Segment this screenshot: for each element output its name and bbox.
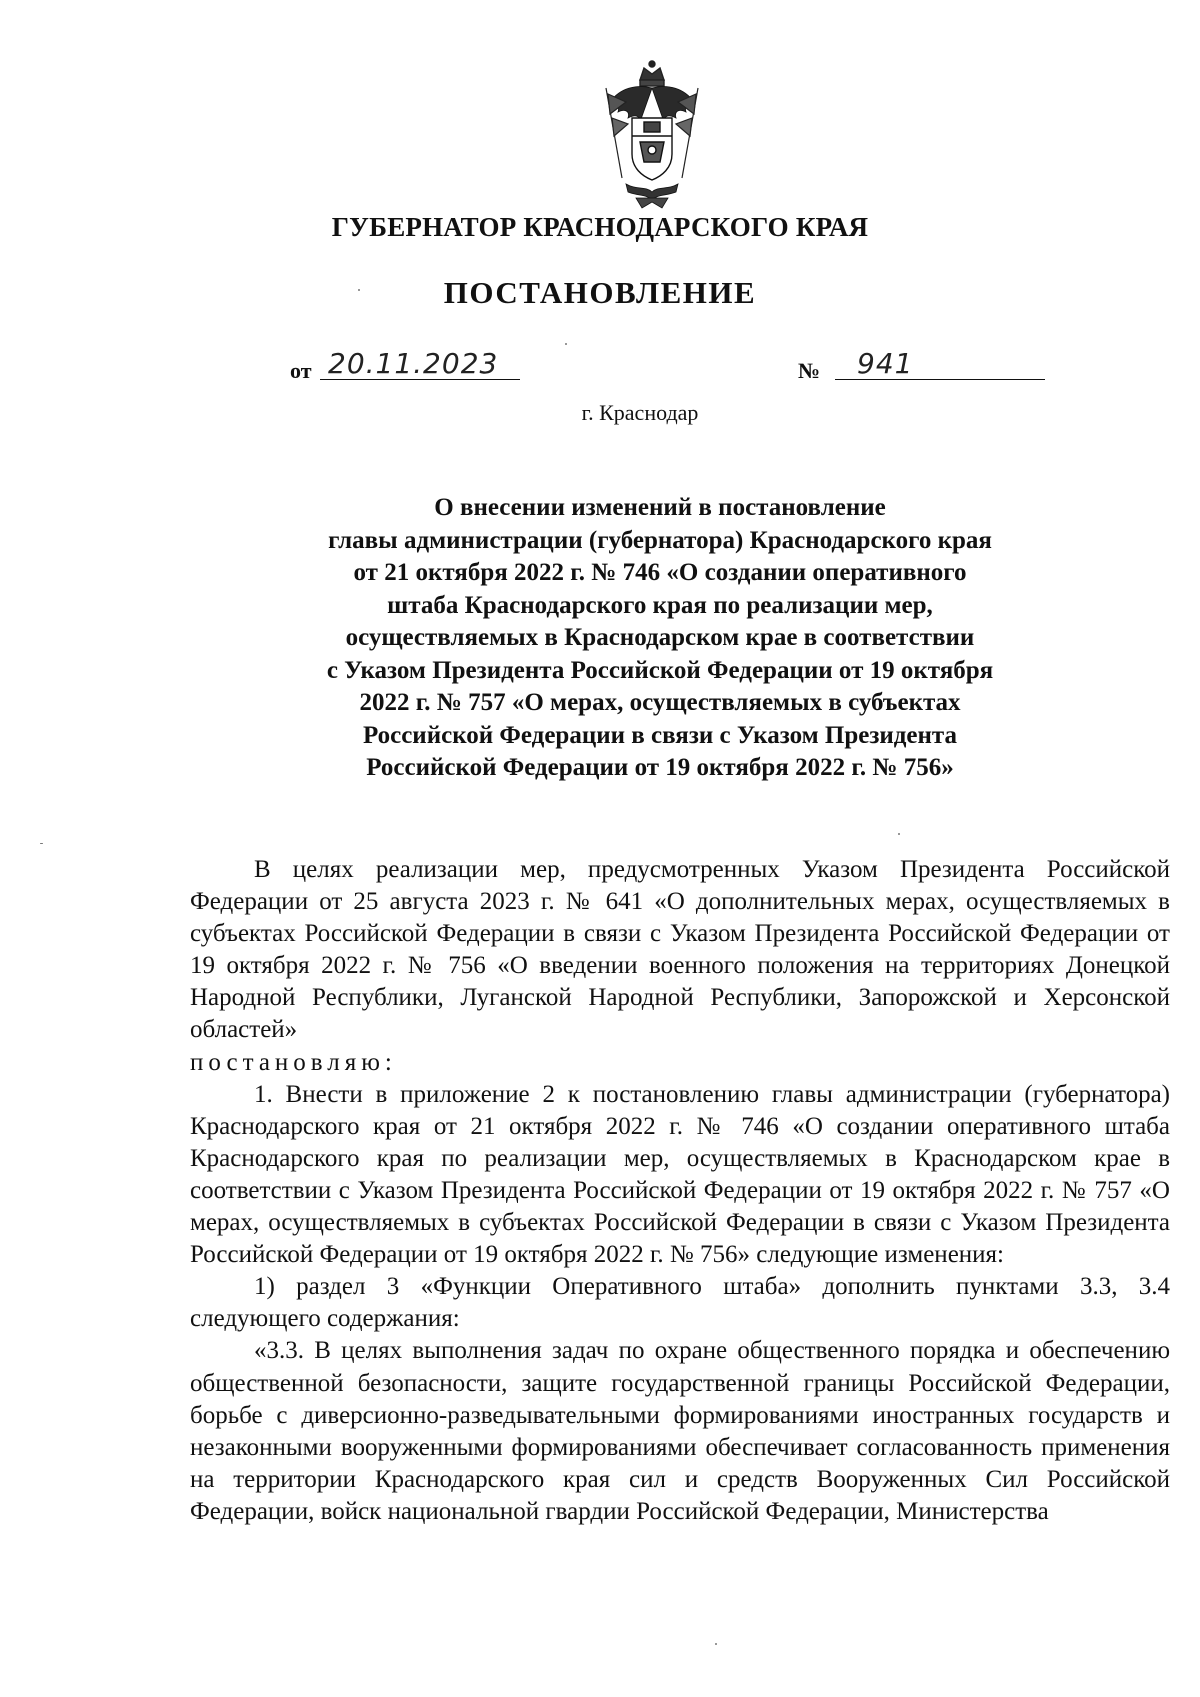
authority-heading: ГУБЕРНАТОР КРАСНОДАРСКОГО КРАЯ bbox=[331, 212, 869, 242]
title-line: Российской Федерации в связи с Указом Президента bbox=[362, 721, 958, 749]
scan-speck bbox=[40, 843, 43, 844]
title-line: О внесении изменений в постановление bbox=[434, 494, 886, 521]
number-field: 941 bbox=[835, 348, 1045, 380]
scan-speck bbox=[898, 833, 900, 835]
title-line: главы администрации (губернатора) Краснодарского края bbox=[328, 526, 992, 554]
title-line: с Указом Президента Российской Федерации от 19 октября bbox=[326, 656, 994, 684]
scan-speck bbox=[565, 343, 567, 345]
preamble-paragraph: В целях реализации мер, предусмотренных Указом Президента Российской Федерации от 25 августа 2023 г. № 641 «О дополнительных мерах, осуществляемых в субъектах Российской Федерации в связи с Указом Президента Российской Федерации от 19 октября 2022 г. № 756 «О введении военного положения на территориях Донецкой Народной Республики, Луганской Народной Республики, Запорожской и Херсонской областей» bbox=[190, 856, 1170, 1044]
title-line: осуществляемых в Краснодарском крае в соответствии bbox=[345, 624, 975, 651]
number-label: № bbox=[798, 358, 821, 383]
coat-of-arms-icon bbox=[596, 58, 708, 210]
date-number-row bbox=[290, 348, 1050, 388]
title-line: штаба Краснодарского края по реализации мер, bbox=[387, 591, 933, 619]
clause-3-3-paragraph: «3.3. В целях выполнения задач по охране общественного порядка и обеспечению общественной безопасности, защите государственной границы Российской Федерации, борьбе с диверсионно-разведывательными формированиями иностранных государств и незаконными вооруженными формированиями обеспечивает согласованность применения на территории Краснодарского края сил и средств Вооруженных Сил Российской Федерации, войск национальной гвардии Российской Федерации, Министерства bbox=[190, 1337, 1170, 1525]
subitem-1-paragraph: 1) раздел 3 «Функции Оперативного штаба» дополнить пунктами 3.3, 3.4 следующего содержания: bbox=[190, 1273, 1170, 1333]
document-type-heading: ПОСТАНОВЛЕНИЕ bbox=[443, 275, 757, 310]
date-field: 20.11.2023 bbox=[320, 348, 520, 380]
scan-speck bbox=[358, 289, 360, 291]
title-line: 2022 г. № 757 «О мерах, осуществляемых в субъектах bbox=[359, 689, 961, 716]
title-line: от 21 октября 2022 г. № 746 «О создании оперативного bbox=[353, 559, 967, 586]
decree-word: постановляю: bbox=[190, 1048, 397, 1076]
date-label: от bbox=[290, 358, 312, 383]
ribbon-icon bbox=[626, 184, 678, 208]
scan-speck bbox=[715, 1643, 717, 1645]
shield-icon bbox=[632, 118, 672, 180]
city-line: г. Краснодар bbox=[581, 400, 699, 425]
document-title bbox=[250, 492, 1070, 785]
item-1-paragraph: 1. Внести в приложение 2 к постановлению главы администрации (губернатора) Краснодарского края от 21 октября 2022 г. № 746 «О создании оперативного штаба Краснодарского края по реализации мер, осуществляемых в Краснодарском крае в соответствии с Указом Президента Российской Федерации от 19 октября 2022 г. № 757 «О мерах, осуществляемых в субъектах Российской Федерации в связи с Указом Президента Российской Федерации от 19 октября 2022 г. № 756» следующие изменения: bbox=[190, 1080, 1170, 1269]
crown-icon bbox=[640, 61, 664, 86]
document-body bbox=[190, 854, 1170, 1528]
title-line: Российской Федерации от 19 октября 2022 г. № 756» bbox=[366, 754, 954, 781]
